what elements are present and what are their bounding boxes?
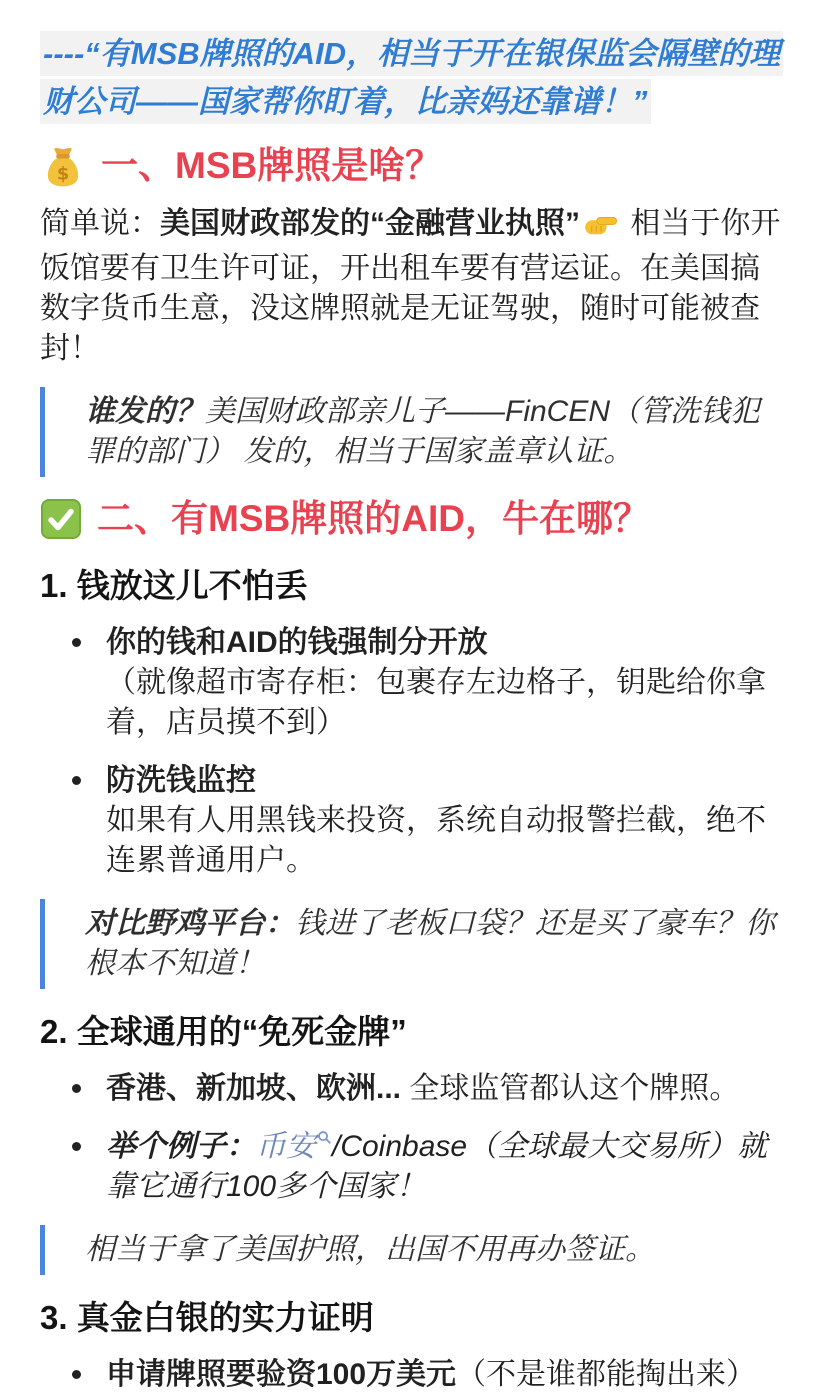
bullet-detail: /Coinbase（全球最大交易所）就靠它通行100多个国家！ xyxy=(106,1130,768,1203)
bullet-detail: 如果有人用黑钱来投资，系统自动报警拦截，绝不连累普通用户。 xyxy=(106,804,766,877)
intro-paragraph-lead: 简单说： xyxy=(40,207,160,240)
check-mark-icon xyxy=(40,498,82,540)
opening-quote-text: ----“有MSB牌照的AID，相当于开在银保监会隔壁的理财公司——国家帮你盯着，比亲妈还靠谱！” xyxy=(40,31,783,124)
svg-text:$: $ xyxy=(56,164,70,185)
section-heading-2 xyxy=(40,495,788,543)
bullet-lead: 申请牌照要验资100万美元 xyxy=(106,1358,457,1391)
bullet-list-1 xyxy=(40,623,788,881)
bullet-lead: 举个例子： xyxy=(106,1130,256,1163)
point-right-icon xyxy=(584,209,618,249)
bullet-list-2 xyxy=(40,1069,788,1207)
subheading-1: 1. 钱放这儿不怕丢 xyxy=(40,567,308,604)
bullet-dot xyxy=(72,1370,81,1379)
quote-block-compare xyxy=(40,899,788,989)
bullet-detail: （不是谁都能掏出来） xyxy=(456,1358,757,1391)
list-item xyxy=(72,1069,788,1109)
intro-paragraph-bold: 美国财政部发的“金融营业执照” xyxy=(160,207,580,240)
bullet-lead: 你的钱和AID的钱强制分开放 xyxy=(106,626,488,659)
bullet-dot xyxy=(72,638,81,647)
binance-link[interactable] xyxy=(256,1130,332,1163)
bullet-dot xyxy=(72,776,81,785)
list-item xyxy=(72,623,788,743)
intro-paragraph-rest: 相当于你开饭馆要有卫生许可证，开出租车要有营运证。在美国搞数字货币生意，没这牌照就是无证驾驶，随时可能被查封！ xyxy=(40,207,781,365)
bullet-dot xyxy=(72,1142,81,1151)
money-bag-icon xyxy=(40,143,86,189)
binance-link-text: 币安 xyxy=(256,1130,316,1163)
subheading-2: 2. 全球通用的“免死金牌” xyxy=(40,1013,407,1050)
list-item xyxy=(72,1127,788,1207)
section-heading-1 xyxy=(40,142,788,190)
opening-quote xyxy=(40,30,788,126)
bullet-detail: （就像超市寄存柜：包裹存左边格子，钥匙给你拿着，店员摸不到） xyxy=(106,666,766,739)
bullet-lead: 防洗钱监控 xyxy=(106,764,256,797)
quote-block-passport-text: 相当于拿了美国护照，出国不用再办签证。 xyxy=(85,1233,655,1266)
bullet-dot xyxy=(72,1084,81,1093)
section-heading-1-text: 一、MSB牌照是啥？ xyxy=(101,145,443,186)
bullet-lead: 香港、新加坡、欧洲... xyxy=(106,1072,402,1105)
bullet-list-3 xyxy=(40,1355,788,1395)
quote-block-compare-lead: 对比野鸡平台： xyxy=(85,907,295,940)
list-item xyxy=(72,761,788,881)
quote-block-fincen xyxy=(40,387,788,477)
quote-block-compare-text: 钱进了老板口袋？还是买了豪车？你根本不知道！ xyxy=(85,907,775,980)
bullet-detail: 全球监管都认这个牌照。 xyxy=(401,1072,740,1105)
search-sup-icon xyxy=(317,1130,332,1145)
subheading-3: 3. 真金白银的实力证明 xyxy=(40,1299,374,1336)
quote-block-fincen-lead: 谁发的？ xyxy=(85,395,205,428)
section-heading-2-text: 二、有MSB牌照的AID，牛在哪？ xyxy=(97,498,650,539)
list-item xyxy=(72,1355,788,1395)
quote-block-passport xyxy=(40,1225,788,1275)
intro-paragraph xyxy=(40,204,788,369)
quote-block-fincen-text: 美国财政部亲儿子——FinCEN（管洗钱犯罪的部门） 发的，相当于国家盖章认证。 xyxy=(85,395,761,468)
